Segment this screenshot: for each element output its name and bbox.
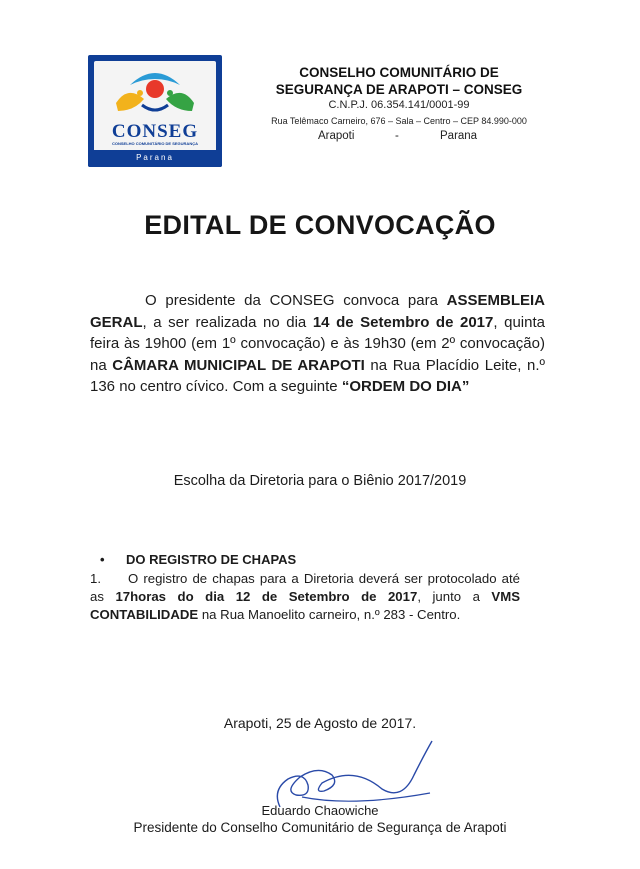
signer-name: Eduardo Chaowiche: [261, 803, 379, 818]
item-text-3: na Rua Manoelito carneiro, n.º 283 - Centro.: [198, 607, 461, 622]
conseg-logo: [88, 55, 222, 167]
logo-emblem-icon: [88, 55, 222, 167]
item-number: 1.: [90, 571, 101, 586]
logo-subtitle: CONSELHO COMUNITÁRIO DE SEGURANÇA: [111, 141, 198, 146]
section-heading: [100, 552, 296, 567]
item-text-1: O registro de chapas para a Diretoria deverá ser protocolado até as: [90, 571, 520, 604]
para-text-4: na Rua Placídio Leite, n.º 136 no centro cívico. Com a seguinte: [90, 356, 545, 395]
section-heading-text: DO REGISTRO DE CHAPAS: [126, 552, 297, 567]
agenda-item: Escolha da Diretoria para o Biênio 2017/2019: [173, 473, 467, 489]
date-line: Arapoti, 25 de Agosto de 2017.: [223, 715, 417, 731]
header-address: Rua Telêmaco Carneiro, 676 – Sala – Centro – CEP 84.990-000: [271, 116, 527, 126]
header-separator: -: [395, 130, 399, 142]
item-bold-1: 17horas do dia 12 de Setembro de 2017: [115, 589, 418, 604]
logo-state: Parana: [136, 153, 174, 162]
para-text-2: , a ser realizada no dia: [142, 313, 313, 331]
convocation-paragraph: [90, 290, 545, 398]
header-state: Parana: [440, 130, 478, 142]
para-bold-3: CÂMARA MUNICIPAL DE ARAPOTI: [112, 356, 365, 374]
registration-item: [90, 570, 520, 624]
header-city: Arapoti: [318, 130, 355, 142]
logo-wordmark: CONSEG: [111, 121, 199, 142]
header-cnpj: C.N.P.J. 06.354.141/0001-99: [328, 99, 470, 111]
item-text-2: , junto a: [417, 589, 492, 604]
document-title: EDITAL DE CONVOCAÇÃO: [144, 210, 496, 240]
signer-role: Presidente do Conselho Comunitário de Segurança de Arapoti: [133, 820, 507, 835]
para-bold-4: “ORDEM DO DIA”: [341, 378, 470, 395]
item-bold-2: VMS CONTABILIDADE: [90, 589, 520, 622]
bullet-icon: •: [100, 552, 105, 567]
para-bold-1: ASSEMBLEIA GERAL: [90, 292, 545, 331]
header-title-line1: CONSELHO COMUNITÁRIO DE: [299, 65, 499, 80]
header-title-line2: SEGURANÇA DE ARAPOTI – CONSEG: [275, 82, 523, 97]
para-text-1: O presidente da CONSEG convoca para: [145, 292, 447, 309]
para-text-3: , quinta feira às 19h00 (em 1º convocação) e às 19h30 (em 2º convocação) na: [90, 313, 545, 374]
para-bold-2: 14 de Setembro de 2017: [312, 313, 494, 331]
